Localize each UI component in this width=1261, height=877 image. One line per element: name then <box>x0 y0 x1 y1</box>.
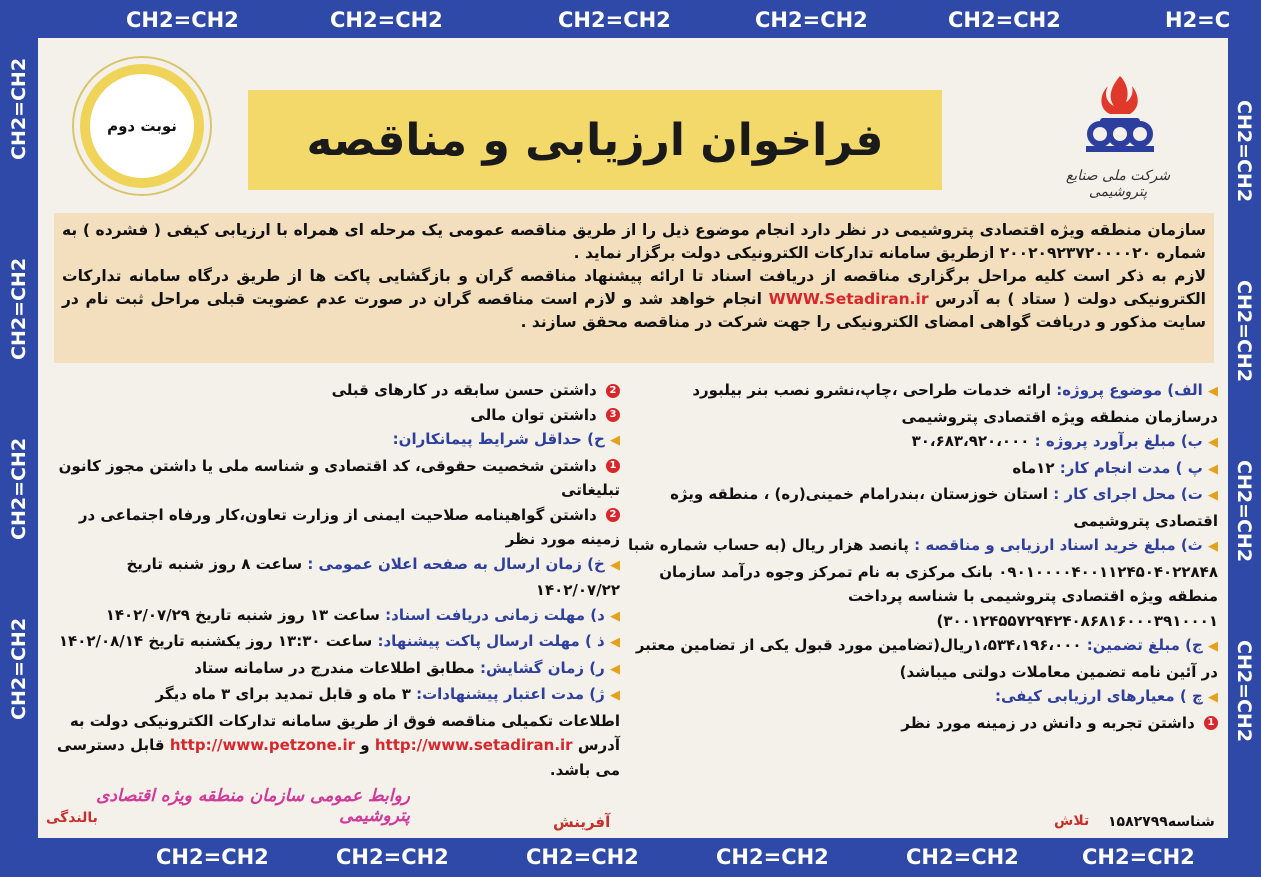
arrow-icon: ◀ <box>610 661 620 677</box>
arrow-icon: ◀ <box>1208 539 1218 554</box>
frame-tag: CH2=CH2 <box>906 845 1019 869</box>
bid-deadline: ◀ ذ ) مهلت ارسال پاکت پیشنهاد: ساعت ۱۳:۳۰ روز یکشنبه تاریخ ۱۴۰۲/۰۸/۱۴ <box>58 632 620 650</box>
project-duration: ◀ پ ) مدت انجام کار: ۱۲ماه <box>1012 458 1218 477</box>
intro-box <box>54 213 1214 363</box>
contractor-condition-item: 2 داشتن گواهینامه صلاحیت ایمنی از وزارت تعاون،کار ورفاه اجتماعی در زمینه مورد نظر <box>78 505 620 548</box>
arrow-icon: ◀ <box>1208 690 1218 705</box>
frame-tag: CH2=CH2 <box>8 437 30 540</box>
frame-right-band <box>1223 40 1259 840</box>
arrow-icon: ◀ <box>1208 639 1218 654</box>
title-bar <box>248 90 942 190</box>
arrow-icon: ◀ <box>1208 384 1218 399</box>
arrow-icon: ◀ <box>1208 488 1218 503</box>
arrow-icon: ◀ <box>610 557 620 573</box>
setadiran-link[interactable]: WWW.Setadiran.ir <box>768 290 929 308</box>
arrow-icon: ◀ <box>610 688 620 703</box>
number-1-icon: 1 <box>1204 716 1218 730</box>
publish-time: ◀ خ) زمان ارسال به صفحه اعلان عمومی : ساعت ۸ روز شنبه تاریخ ۱۴۰۲/۰۷/۲۲ <box>126 554 620 599</box>
frame-tag: CH2=CH2 <box>126 8 239 32</box>
number-3-icon: 3 <box>606 408 620 422</box>
number-2-icon: 2 <box>606 384 620 398</box>
flame-pipes-icon <box>1048 68 1188 168</box>
announcement-paper <box>38 38 1228 838</box>
bid-validity: ◀ ژ) مدت اعتبار پیشنهادات: ۳ ماه و قابل تمدید برای ۳ ماه دیگر <box>155 685 620 703</box>
notice-id: شناسه۱۵۸۲۷۹۹ <box>1108 814 1215 830</box>
quality-criteria-item: 1 داشتن تجربه و دانش در زمینه مورد نظر <box>628 711 1218 736</box>
quality-criteria-item: 2 داشتن حسن سابقه در کارهای قبلی <box>52 378 620 403</box>
quality-criteria-item: 3 داشتن توان مالی <box>52 403 620 428</box>
round-badge <box>80 64 204 188</box>
frame-tag: CH2=CH2 <box>1233 640 1255 743</box>
contractor-condition-item: 1 داشتن شخصیت حقوقی، کد اقتصادی و شناسه ملی یا داشتن مجوز کانون تبلیغاتی <box>58 456 620 499</box>
frame-tag: CH2=CH2 <box>330 8 443 32</box>
guarantee-amount: ◀ ج) مبلغ تضمین: ۱،۵۳۴،۱۹۶،۰۰۰ریال(تضامین مورد قبول یکی از تضامین معتبر در آئین نامه تضمین معاملات دولتی میباشد) <box>635 636 1218 681</box>
frame-tag: CH2=CH2 <box>336 845 449 869</box>
frame-top-band <box>30 2 1230 38</box>
agency-tag-right: تلاش <box>1054 813 1090 829</box>
number-2-icon: 2 <box>606 508 620 522</box>
intro-paragraph-1: سازمان منطقه ویژه اقتصادی پتروشیمی در نظر دارد انجام موضوع ذیل را از طریق مناقصه عمومی یک مرحله ای همراه با ارزیابی کیفی ( فشرده ) به شماره ۲۰۰۲۰۹۲۳۷۲۰۰۰۰۲۰ ازطریق سامانه تدارکات الکترونیکی دولت برگزار نماید . <box>62 221 1206 262</box>
frame-bottom-band <box>30 839 1230 877</box>
details-left-column <box>52 378 620 798</box>
details-right-column <box>628 378 1218 788</box>
frame-tag: CH2=CH2 <box>8 57 30 160</box>
header <box>38 38 1228 218</box>
document-deadline: ◀ د) مهلت زمانی دریافت اسناد: ساعت ۱۳ روز شنبه تاریخ ۱۴۰۲/۰۷/۲۹ <box>105 605 620 624</box>
frame-tag-fragment: H2=C <box>1165 8 1231 32</box>
contractor-conditions: ◀ ح) حداقل شرایط پیمانکاران: <box>392 430 620 448</box>
frame-tag: CH2=CH2 <box>1233 280 1255 383</box>
frame-tag: CH2=CH2 <box>1233 100 1255 203</box>
arrow-icon: ◀ <box>1208 435 1218 450</box>
frame-tag: CH2=CH2 <box>8 617 30 720</box>
project-estimate: ◀ ب) مبلغ برآورد پروژه : ۳۰،۶۸۳،۹۲۰،۰۰۰ <box>911 432 1218 450</box>
logo-caption: شرکت ملی صنایع پتروشیمی <box>1065 168 1171 200</box>
document-fee: ◀ ث) مبلغ خرید اسناد ارزیابی و مناقصه : پانصد هزار ریال (به حساب شماره شبا ۰۹۰۱۰۰۰۰۴۰۰۱۱۲۴۵۰۴۰۲۲۸۴۸ بانک مرکزی به نام تمرکز وجوه درآمد سازمان منطقه ویژه اقتصادی پتروشیمی با شناسه پرداخت ۳۰۰۱۲۴۵۵۷۲۹۴۲۴۰۸۶۸۱۶۰۰۰۳۹۱۰۰۰۱) <box>628 536 1218 630</box>
setadiran-url-link[interactable]: http://www.setadiran.ir <box>374 736 573 754</box>
frame-tag: CH2=CH2 <box>1233 460 1255 563</box>
frame-tag: CH2=CH2 <box>716 845 829 869</box>
arrow-icon: ◀ <box>610 635 620 650</box>
intro-paragraph-2: لازم به ذکر است کلیه مراحل برگزاری مناقصه از دریافت اسناد تا ارائه پیشنهاد مناقصه گران و بازگشایی پاکت ها از طریق درگاه سامانه تدارکات الکترونیکی دولت ( ستاد ) به آدرس WWW.Setadiran.ir انجام خواهد شد و لازم است مناقصه گران در صورت عدم عضویت قبلی مراحل ثبت نام در سایت مذکور و دریافت گواهی امضای الکترونیکی را جهت شرکت در مناقصه محقق سازند . <box>62 267 1206 331</box>
arrow-icon: ◀ <box>1208 461 1218 477</box>
frame-tag: CH2=CH2 <box>948 8 1061 32</box>
project-location: ◀ ت) محل اجرای کار : استان خوزستان ،بندرامام خمینی(ره) ، منطقه ویژه اقتصادی پتروشیمی <box>670 485 1218 530</box>
opening-time: ◀ ر) زمان گشایش: مطابق اطلاعات مندرج در سامانه ستاد <box>194 658 620 677</box>
agency-tag-left: بالندگی <box>46 810 98 826</box>
quality-criteria: ◀ چ ) معیارهای ارزیابی کیفی: <box>994 687 1218 705</box>
frame-tag: CH2=CH2 <box>526 845 639 869</box>
arrow-icon: ◀ <box>610 433 620 448</box>
number-1-icon: 1 <box>606 459 620 473</box>
frame-tag: CH2=CH2 <box>558 8 671 32</box>
arrow-icon: ◀ <box>610 608 620 624</box>
project-subject: ◀ الف) موضوع پروژه: ارائه خدمات طراحی ،چاپ،نشرو نصب بنر بیلبورد درسازمان منطقه ویژه اقتصادی پتروشیمی <box>692 381 1218 426</box>
frame-tag: CH2=CH2 <box>156 845 269 869</box>
public-relations-signature: روابط عمومی سازمان منطقه ویژه اقتصادی پتروشیمی <box>96 786 410 826</box>
petzone-url-link[interactable]: http://www.petzone.ir <box>169 736 356 754</box>
frame-tag: CH2=CH2 <box>1082 845 1195 869</box>
frame-tag: CH2=CH2 <box>755 8 868 32</box>
frame-left-band <box>2 40 38 840</box>
frame-tag: CH2=CH2 <box>8 257 30 360</box>
round-badge-label: نوبت دوم <box>90 74 194 178</box>
company-logo <box>1048 68 1188 208</box>
page-title: فراخوان ارزیابی و مناقصه <box>306 114 884 166</box>
more-info: اطلاعات تکمیلی مناقصه فوق از طریق سامانه تدارکات الکترونیکی دولت به آدرس http://www.setadiran.ir و http://www.petzone.ir قابل دسترسی می باشد. <box>57 711 620 779</box>
agency-tag-center: آفرینش <box>553 813 611 831</box>
